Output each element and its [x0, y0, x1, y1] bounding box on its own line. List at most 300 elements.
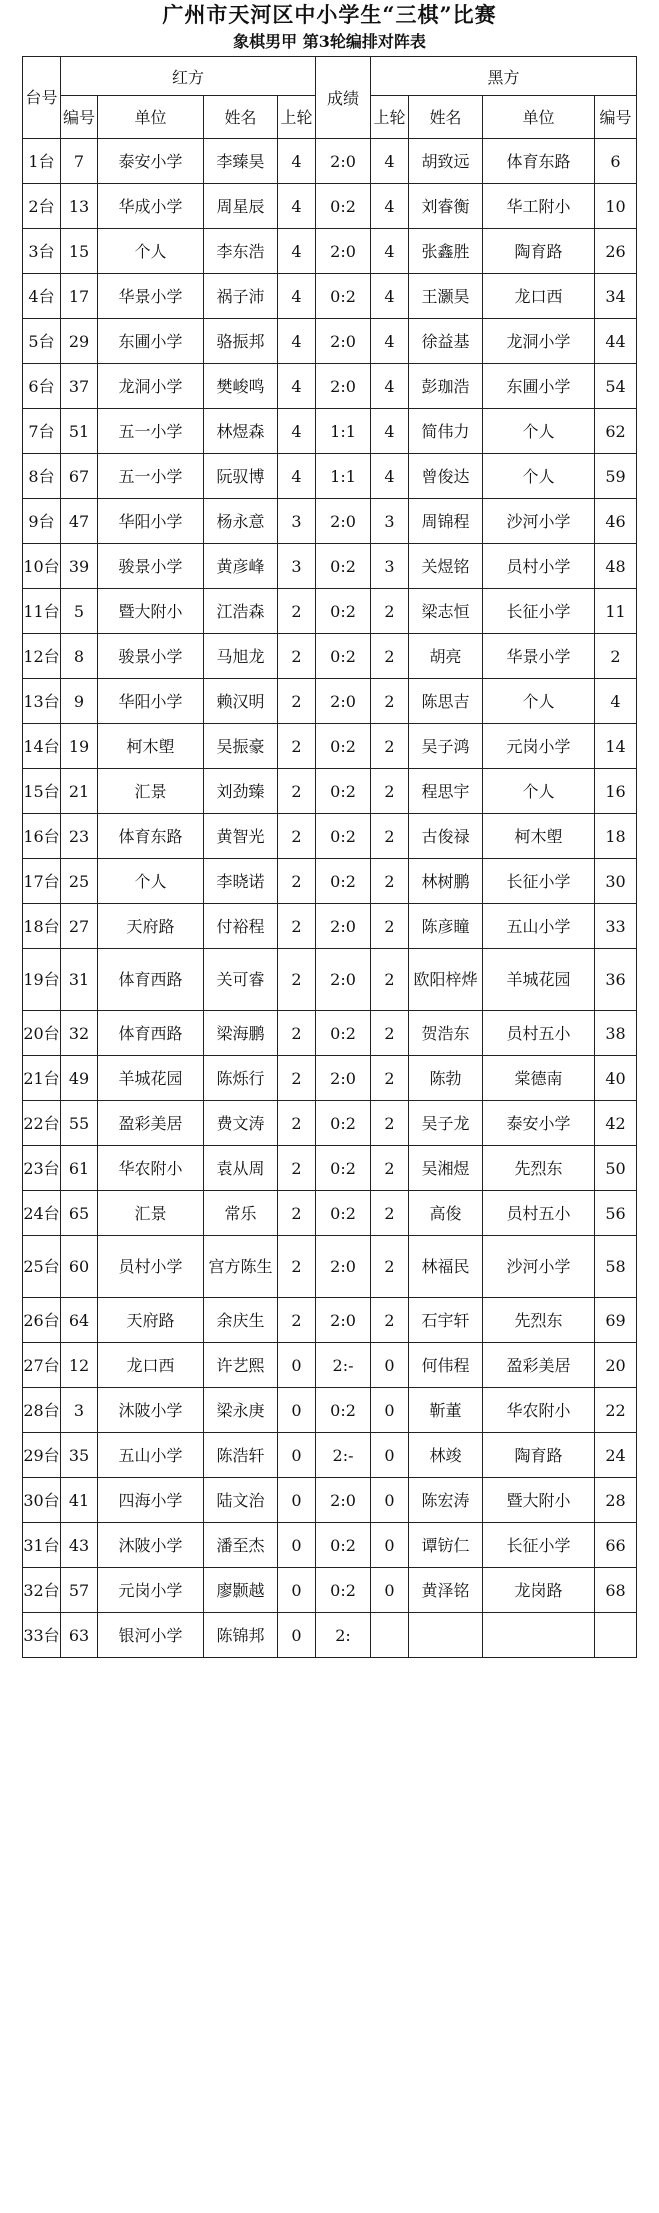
- black-number-cell: 20: [595, 1343, 637, 1388]
- red-number-cell: 61: [61, 1146, 98, 1191]
- board-cell: 23台: [23, 1146, 61, 1191]
- board-cell: 9台: [23, 499, 61, 544]
- black-prev-round-cell: 2: [371, 904, 409, 949]
- red-unit-cell: 羊城花园: [98, 1056, 204, 1101]
- black-prev-round-cell: 0: [371, 1478, 409, 1523]
- red-number-cell: 60: [61, 1236, 98, 1298]
- black-name-cell: 关煜铭: [409, 544, 483, 589]
- result-cell: 0:2: [316, 1388, 371, 1433]
- black-unit-cell: 员村小学: [483, 544, 595, 589]
- table-row: [23, 409, 637, 454]
- black-prev-round-cell: 4: [371, 139, 409, 184]
- black-unit-cell: 棠德南: [483, 1056, 595, 1101]
- red-name-cell: 马旭龙: [204, 634, 278, 679]
- result-cell: 0:2: [316, 1191, 371, 1236]
- red-name-cell: 黄彦峰: [204, 544, 278, 589]
- pairing-table: [22, 56, 637, 1658]
- black-prev-round-cell: 4: [371, 184, 409, 229]
- red-number-cell: 35: [61, 1433, 98, 1478]
- header-red-name: 姓名: [204, 96, 278, 139]
- red-unit-cell: 华成小学: [98, 184, 204, 229]
- black-number-cell: 59: [595, 454, 637, 499]
- result-cell: 2:0: [316, 499, 371, 544]
- red-prev-round-cell: 2: [278, 589, 316, 634]
- table-row: [23, 319, 637, 364]
- red-number-cell: 51: [61, 409, 98, 454]
- table-row: [23, 634, 637, 679]
- board-cell: 21台: [23, 1056, 61, 1101]
- black-unit-cell: 体育东路: [483, 139, 595, 184]
- red-unit-cell: 天府路: [98, 904, 204, 949]
- black-prev-round-cell: 2: [371, 949, 409, 1011]
- board-cell: 14台: [23, 724, 61, 769]
- table-row: [23, 904, 637, 949]
- header-black-side: 黑方: [371, 57, 637, 96]
- red-name-cell: 祸子沛: [204, 274, 278, 319]
- black-prev-round-cell: 2: [371, 1056, 409, 1101]
- black-prev-round-cell: 0: [371, 1523, 409, 1568]
- board-cell: 17台: [23, 859, 61, 904]
- black-unit-cell: 长征小学: [483, 589, 595, 634]
- black-number-cell: [595, 1613, 637, 1658]
- result-cell: 0:2: [316, 1568, 371, 1613]
- red-prev-round-cell: 2: [278, 679, 316, 724]
- board-cell: 25台: [23, 1236, 61, 1298]
- black-number-cell: 46: [595, 499, 637, 544]
- black-number-cell: 44: [595, 319, 637, 364]
- red-name-cell: 陆文治: [204, 1478, 278, 1523]
- black-number-cell: 4: [595, 679, 637, 724]
- red-unit-cell: 五一小学: [98, 454, 204, 499]
- black-name-cell: 古俊禄: [409, 814, 483, 859]
- result-cell: 0:2: [316, 724, 371, 769]
- black-name-cell: 何伟程: [409, 1343, 483, 1388]
- black-unit-cell: 华景小学: [483, 634, 595, 679]
- black-name-cell: 周锦程: [409, 499, 483, 544]
- red-name-cell: 梁永庚: [204, 1388, 278, 1433]
- red-unit-cell: 汇景: [98, 769, 204, 814]
- black-name-cell: 靳董: [409, 1388, 483, 1433]
- black-number-cell: 26: [595, 229, 637, 274]
- red-unit-cell: 华农附小: [98, 1146, 204, 1191]
- result-cell: 0:2: [316, 1523, 371, 1568]
- result-cell: 2:-: [316, 1433, 371, 1478]
- red-unit-cell: 龙洞小学: [98, 364, 204, 409]
- black-number-cell: 33: [595, 904, 637, 949]
- black-unit-cell: 员村五小: [483, 1011, 595, 1056]
- black-name-cell: 徐益基: [409, 319, 483, 364]
- black-unit-cell: 个人: [483, 454, 595, 499]
- board-cell: 6台: [23, 364, 61, 409]
- black-prev-round-cell: 2: [371, 1011, 409, 1056]
- red-unit-cell: 华阳小学: [98, 499, 204, 544]
- red-name-cell: 江浩森: [204, 589, 278, 634]
- result-cell: 2:0: [316, 319, 371, 364]
- table-row: [23, 1568, 637, 1613]
- board-cell: 2台: [23, 184, 61, 229]
- table-row: [23, 1523, 637, 1568]
- red-unit-cell: 汇景: [98, 1191, 204, 1236]
- board-cell: 11台: [23, 589, 61, 634]
- red-name-cell: 关可睿: [204, 949, 278, 1011]
- black-prev-round-cell: 2: [371, 1101, 409, 1146]
- black-number-cell: 54: [595, 364, 637, 409]
- black-prev-round-cell: 0: [371, 1568, 409, 1613]
- black-prev-round-cell: 2: [371, 1146, 409, 1191]
- red-name-cell: 骆振邦: [204, 319, 278, 364]
- table-row: [23, 544, 637, 589]
- red-name-cell: 陈浩轩: [204, 1433, 278, 1478]
- result-cell: 0:2: [316, 814, 371, 859]
- result-cell: 2:-: [316, 1343, 371, 1388]
- table-row: [23, 589, 637, 634]
- result-cell: 2:0: [316, 949, 371, 1011]
- red-number-cell: 67: [61, 454, 98, 499]
- black-number-cell: 6: [595, 139, 637, 184]
- red-prev-round-cell: 2: [278, 1056, 316, 1101]
- table-row: [23, 229, 637, 274]
- black-unit-cell: 龙洞小学: [483, 319, 595, 364]
- result-cell: 0:2: [316, 1101, 371, 1146]
- red-number-cell: 55: [61, 1101, 98, 1146]
- red-name-cell: 樊峻鸣: [204, 364, 278, 409]
- red-unit-cell: 华阳小学: [98, 679, 204, 724]
- red-number-cell: 25: [61, 859, 98, 904]
- table-row: [23, 1011, 637, 1056]
- result-cell: 2:0: [316, 139, 371, 184]
- red-prev-round-cell: 2: [278, 1146, 316, 1191]
- red-number-cell: 9: [61, 679, 98, 724]
- board-cell: 30台: [23, 1478, 61, 1523]
- black-name-cell: 高俊: [409, 1191, 483, 1236]
- black-name-cell: 梁志恒: [409, 589, 483, 634]
- red-prev-round-cell: 2: [278, 814, 316, 859]
- board-cell: 15台: [23, 769, 61, 814]
- red-unit-cell: 元岗小学: [98, 1568, 204, 1613]
- black-name-cell: 陈勃: [409, 1056, 483, 1101]
- black-unit-cell: 柯木塱: [483, 814, 595, 859]
- header-red-side: 红方: [61, 57, 316, 96]
- pairing-table-body: [23, 139, 637, 1658]
- table-row: [23, 814, 637, 859]
- red-prev-round-cell: 0: [278, 1613, 316, 1658]
- black-unit-cell: 长征小学: [483, 1523, 595, 1568]
- red-unit-cell: 个人: [98, 229, 204, 274]
- black-unit-cell: 个人: [483, 679, 595, 724]
- board-cell: 20台: [23, 1011, 61, 1056]
- red-unit-cell: 个人: [98, 859, 204, 904]
- black-prev-round-cell: 0: [371, 1343, 409, 1388]
- red-unit-cell: 天府路: [98, 1298, 204, 1343]
- red-name-cell: 刘劲臻: [204, 769, 278, 814]
- board-cell: 27台: [23, 1343, 61, 1388]
- black-name-cell: 吴子鸿: [409, 724, 483, 769]
- red-name-cell: 李臻昊: [204, 139, 278, 184]
- black-prev-round-cell: 2: [371, 634, 409, 679]
- table-row: [23, 1433, 637, 1478]
- red-unit-cell: 员村小学: [98, 1236, 204, 1298]
- page-title: 广州市天河区中小学生“三棋”比赛: [162, 2, 497, 27]
- red-prev-round-cell: 0: [278, 1433, 316, 1478]
- black-name-cell: [409, 1613, 483, 1658]
- black-prev-round-cell: 4: [371, 409, 409, 454]
- red-name-cell: 赖汉明: [204, 679, 278, 724]
- black-unit-cell: [483, 1613, 595, 1658]
- result-cell: 2:: [316, 1613, 371, 1658]
- black-number-cell: 16: [595, 769, 637, 814]
- board-cell: 29台: [23, 1433, 61, 1478]
- board-cell: 7台: [23, 409, 61, 454]
- black-number-cell: 48: [595, 544, 637, 589]
- red-prev-round-cell: 3: [278, 544, 316, 589]
- red-number-cell: 13: [61, 184, 98, 229]
- red-prev-round-cell: 2: [278, 1191, 316, 1236]
- board-cell: 32台: [23, 1568, 61, 1613]
- result-cell: 2:0: [316, 1478, 371, 1523]
- black-number-cell: 69: [595, 1298, 637, 1343]
- red-number-cell: 12: [61, 1343, 98, 1388]
- red-unit-cell: 体育东路: [98, 814, 204, 859]
- board-cell: 8台: [23, 454, 61, 499]
- black-prev-round-cell: 4: [371, 319, 409, 364]
- black-unit-cell: 暨大附小: [483, 1478, 595, 1523]
- black-prev-round-cell: 2: [371, 1236, 409, 1298]
- table-row: [23, 454, 637, 499]
- black-number-cell: 56: [595, 1191, 637, 1236]
- header-red-prev: 上轮: [278, 96, 316, 139]
- black-number-cell: 24: [595, 1433, 637, 1478]
- red-name-cell: 林煜森: [204, 409, 278, 454]
- black-unit-cell: 个人: [483, 409, 595, 454]
- black-unit-cell: 华工附小: [483, 184, 595, 229]
- black-number-cell: 30: [595, 859, 637, 904]
- black-number-cell: 28: [595, 1478, 637, 1523]
- red-prev-round-cell: 4: [278, 139, 316, 184]
- table-row: [23, 949, 637, 1011]
- red-number-cell: 31: [61, 949, 98, 1011]
- result-cell: 0:2: [316, 634, 371, 679]
- red-number-cell: 43: [61, 1523, 98, 1568]
- black-unit-cell: 华农附小: [483, 1388, 595, 1433]
- board-cell: 18台: [23, 904, 61, 949]
- black-unit-cell: 陶育路: [483, 229, 595, 274]
- red-unit-cell: 骏景小学: [98, 544, 204, 589]
- red-unit-cell: 银河小学: [98, 1613, 204, 1658]
- red-prev-round-cell: 2: [278, 634, 316, 679]
- board-cell: 12台: [23, 634, 61, 679]
- red-name-cell: 常乐: [204, 1191, 278, 1236]
- red-number-cell: 5: [61, 589, 98, 634]
- black-number-cell: 50: [595, 1146, 637, 1191]
- red-unit-cell: 盈彩美居: [98, 1101, 204, 1146]
- black-prev-round-cell: 2: [371, 679, 409, 724]
- board-cell: 10台: [23, 544, 61, 589]
- black-unit-cell: 盈彩美居: [483, 1343, 595, 1388]
- result-cell: 2:0: [316, 1056, 371, 1101]
- red-name-cell: 潘至杰: [204, 1523, 278, 1568]
- board-cell: 4台: [23, 274, 61, 319]
- board-cell: 22台: [23, 1101, 61, 1146]
- black-name-cell: 林竣: [409, 1433, 483, 1478]
- table-row: [23, 1236, 637, 1298]
- black-unit-cell: 东圃小学: [483, 364, 595, 409]
- black-unit-cell: 五山小学: [483, 904, 595, 949]
- header-black-number: 编号: [595, 96, 637, 139]
- red-prev-round-cell: 0: [278, 1388, 316, 1433]
- black-name-cell: 张鑫胜: [409, 229, 483, 274]
- board-cell: 26台: [23, 1298, 61, 1343]
- black-name-cell: 黄泽铭: [409, 1568, 483, 1613]
- black-prev-round-cell: 4: [371, 274, 409, 319]
- red-name-cell: 余庆生: [204, 1298, 278, 1343]
- black-name-cell: 简伟力: [409, 409, 483, 454]
- black-number-cell: 2: [595, 634, 637, 679]
- black-unit-cell: 沙河小学: [483, 499, 595, 544]
- black-number-cell: 58: [595, 1236, 637, 1298]
- table-row: [23, 724, 637, 769]
- red-number-cell: 29: [61, 319, 98, 364]
- black-number-cell: 68: [595, 1568, 637, 1613]
- black-unit-cell: 个人: [483, 769, 595, 814]
- black-name-cell: 曾俊达: [409, 454, 483, 499]
- result-cell: 2:0: [316, 1298, 371, 1343]
- red-name-cell: 杨永意: [204, 499, 278, 544]
- red-number-cell: 37: [61, 364, 98, 409]
- red-number-cell: 57: [61, 1568, 98, 1613]
- red-number-cell: 19: [61, 724, 98, 769]
- black-unit-cell: 沙河小学: [483, 1236, 595, 1298]
- red-prev-round-cell: 2: [278, 724, 316, 769]
- red-prev-round-cell: 2: [278, 769, 316, 814]
- red-prev-round-cell: 0: [278, 1478, 316, 1523]
- table-row: [23, 139, 637, 184]
- black-number-cell: 42: [595, 1101, 637, 1146]
- table-row: [23, 1146, 637, 1191]
- red-prev-round-cell: 2: [278, 1011, 316, 1056]
- red-prev-round-cell: 4: [278, 409, 316, 454]
- red-unit-cell: 骏景小学: [98, 634, 204, 679]
- black-name-cell: 石宇轩: [409, 1298, 483, 1343]
- board-cell: 28台: [23, 1388, 61, 1433]
- red-unit-cell: 四海小学: [98, 1478, 204, 1523]
- black-number-cell: 66: [595, 1523, 637, 1568]
- red-prev-round-cell: 4: [278, 184, 316, 229]
- black-prev-round-cell: 2: [371, 1191, 409, 1236]
- red-unit-cell: 沐陂小学: [98, 1523, 204, 1568]
- black-name-cell: 胡致远: [409, 139, 483, 184]
- table-row: [23, 364, 637, 409]
- red-number-cell: 49: [61, 1056, 98, 1101]
- red-prev-round-cell: 4: [278, 274, 316, 319]
- black-prev-round-cell: 0: [371, 1433, 409, 1478]
- red-name-cell: 费文涛: [204, 1101, 278, 1146]
- board-cell: 31台: [23, 1523, 61, 1568]
- black-name-cell: 胡亮: [409, 634, 483, 679]
- red-prev-round-cell: 2: [278, 859, 316, 904]
- red-number-cell: 17: [61, 274, 98, 319]
- red-name-cell: 周星辰: [204, 184, 278, 229]
- header-red-number: 编号: [61, 96, 98, 139]
- result-cell: 2:0: [316, 904, 371, 949]
- table-row: [23, 679, 637, 724]
- black-prev-round-cell: 2: [371, 724, 409, 769]
- red-unit-cell: 体育西路: [98, 949, 204, 1011]
- red-name-cell: 陈烁行: [204, 1056, 278, 1101]
- black-number-cell: 18: [595, 814, 637, 859]
- red-number-cell: 41: [61, 1478, 98, 1523]
- result-cell: 2:0: [316, 679, 371, 724]
- red-name-cell: 李东浩: [204, 229, 278, 274]
- result-cell: 0:2: [316, 1011, 371, 1056]
- black-number-cell: 38: [595, 1011, 637, 1056]
- black-prev-round-cell: 2: [371, 1298, 409, 1343]
- table-row: [23, 1191, 637, 1236]
- black-name-cell: 彭珈浩: [409, 364, 483, 409]
- header-black-prev: 上轮: [371, 96, 409, 139]
- red-prev-round-cell: 0: [278, 1568, 316, 1613]
- black-name-cell: 王灏昊: [409, 274, 483, 319]
- red-number-cell: 8: [61, 634, 98, 679]
- black-unit-cell: 先烈东: [483, 1298, 595, 1343]
- result-cell: 2:0: [316, 1236, 371, 1298]
- black-number-cell: 22: [595, 1388, 637, 1433]
- table-row: [23, 1613, 637, 1658]
- header-black-unit: 单位: [483, 96, 595, 139]
- red-number-cell: 21: [61, 769, 98, 814]
- red-prev-round-cell: 4: [278, 454, 316, 499]
- black-unit-cell: 泰安小学: [483, 1101, 595, 1146]
- board-cell: 16台: [23, 814, 61, 859]
- black-name-cell: 欧阳梓烨: [409, 949, 483, 1011]
- red-unit-cell: 暨大附小: [98, 589, 204, 634]
- black-prev-round-cell: [371, 1613, 409, 1658]
- black-unit-cell: 龙口西: [483, 274, 595, 319]
- result-cell: 2:0: [316, 364, 371, 409]
- red-name-cell: 付裕程: [204, 904, 278, 949]
- red-unit-cell: 东圃小学: [98, 319, 204, 364]
- board-cell: 1台: [23, 139, 61, 184]
- black-number-cell: 14: [595, 724, 637, 769]
- black-number-cell: 34: [595, 274, 637, 319]
- red-unit-cell: 柯木塱: [98, 724, 204, 769]
- table-row: [23, 1388, 637, 1433]
- header-black-name: 姓名: [409, 96, 483, 139]
- black-name-cell: 程思宇: [409, 769, 483, 814]
- result-cell: 0:2: [316, 274, 371, 319]
- red-number-cell: 23: [61, 814, 98, 859]
- red-name-cell: 阮驭博: [204, 454, 278, 499]
- black-prev-round-cell: 2: [371, 769, 409, 814]
- table-row: [23, 1478, 637, 1523]
- black-number-cell: 36: [595, 949, 637, 1011]
- black-unit-cell: 羊城花园: [483, 949, 595, 1011]
- black-name-cell: 陈宏涛: [409, 1478, 483, 1523]
- black-prev-round-cell: 4: [371, 454, 409, 499]
- red-number-cell: 7: [61, 139, 98, 184]
- red-number-cell: 64: [61, 1298, 98, 1343]
- table-row: [23, 274, 637, 319]
- result-cell: 0:2: [316, 1146, 371, 1191]
- result-cell: 0:2: [316, 589, 371, 634]
- red-name-cell: 宫方陈生: [204, 1236, 278, 1298]
- black-prev-round-cell: 3: [371, 544, 409, 589]
- black-name-cell: 吴湘煜: [409, 1146, 483, 1191]
- red-name-cell: 黄智光: [204, 814, 278, 859]
- black-unit-cell: 长征小学: [483, 859, 595, 904]
- header-row-top: [23, 57, 637, 96]
- black-number-cell: 11: [595, 589, 637, 634]
- black-name-cell: 刘睿衡: [409, 184, 483, 229]
